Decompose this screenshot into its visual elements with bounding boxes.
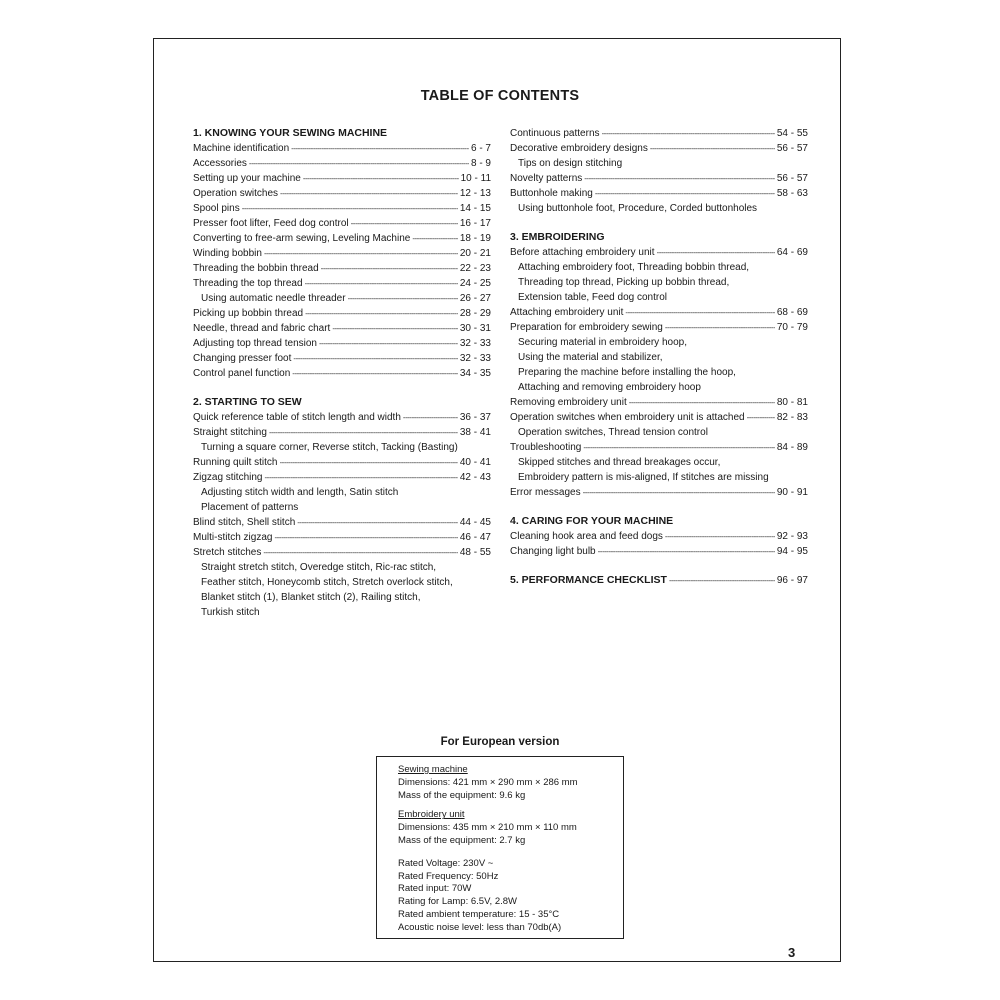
toc-right-column [510, 126, 808, 588]
toc-subtopics: Embroidery pattern is mis-aligned, If stitches are missing [518, 472, 769, 483]
toc-subtopics: Attaching and removing embroidery hoop [518, 382, 701, 393]
toc-subtopics: Turning a square corner, Reverse stitch, Tacking (Basting) [201, 442, 458, 453]
toc-subtopics: Threading top thread, Picking up bobbin thread, [518, 277, 730, 288]
toc-subtopics: Tips on design stitching [518, 158, 623, 169]
toc-subentry: Using automatic needle threader ----- 26 - 27 [193, 291, 491, 306]
toc-entry: Buttonhole making ----- 58 - 63 [510, 186, 808, 201]
section-heading-performance-checklist: 5. PERFORMANCE CHECKLIST ----- 96 - 97 [510, 573, 808, 588]
toc-entry: Changing light bulb ----- 94 - 95 [510, 544, 808, 559]
toc-subtopics: Securing material in embroidery hoop, [518, 337, 687, 348]
european-version-title: For European version [440, 736, 560, 748]
rated-voltage: Rated Voltage: 230V ~ [398, 857, 494, 869]
sewing-mass: Mass of the equipment: 9.6 kg [398, 789, 526, 801]
toc-entry: Stretch stitches ----- 48 - 55 [193, 545, 491, 560]
toc-entry: Zigzag stitching ----- 42 - 43 [193, 470, 491, 485]
toc-entry: Needle, thread and fabric chart ----- 30 - 31 [193, 321, 491, 336]
toc-entry: Troubleshooting ----- 84 - 89 [510, 440, 808, 455]
toc-entry: Presser foot lifter, Feed dog control ----- 16 - 17 [193, 216, 491, 231]
toc-entry: Attaching embroidery unit ----- 68 - 69 [510, 305, 808, 320]
section-heading-caring: 4. CARING FOR YOUR MACHINE [510, 515, 674, 527]
specifications-box [376, 756, 624, 939]
toc-entry: Continuous patterns ----- 54 - 55 [510, 126, 808, 141]
sewing-dimensions: Dimensions: 421 mm × 290 mm × 286 mm [398, 776, 578, 788]
toc-subtopics: Placement of patterns [201, 502, 299, 513]
toc-subtopics: Turkish stitch [201, 607, 260, 618]
toc-entry: Operation switches ----- 12 - 13 [193, 186, 491, 201]
toc-entry: Removing embroidery unit ----- 80 - 81 [510, 395, 808, 410]
toc-entry: Novelty patterns ----- 56 - 57 [510, 171, 808, 186]
toc-entry: Machine identification ----- 6 - 7 [193, 141, 491, 156]
sewing-machine-heading: Sewing machine [398, 764, 468, 775]
toc-subtopics: Attaching embroidery foot, Threading bobbin thread, [518, 262, 750, 273]
section-heading-knowing-machine: 1. KNOWING YOUR SEWING MACHINE [193, 127, 388, 139]
embroidery-mass: Mass of the equipment: 2.7 kg [398, 834, 526, 846]
noise-level: Acoustic noise level: less than 70db(A) [398, 921, 562, 933]
toc-entry: Spool pins ----- 14 - 15 [193, 201, 491, 216]
toc-subtopics: Preparing the machine before installing the hoop, [518, 367, 736, 378]
toc-entry: Blind stitch, Shell stitch ----- 44 - 45 [193, 515, 491, 530]
toc-subtopics: Operation switches, Thread tension control [518, 427, 708, 438]
toc-entry: Cleaning hook area and feed dogs ----- 92 - 93 [510, 529, 808, 544]
toc-entry: Picking up bobbin thread ----- 28 - 29 [193, 306, 491, 321]
toc-entry: Decorative embroidery designs ----- 56 - 57 [510, 141, 808, 156]
toc-entry: Multi-stitch zigzag ----- 46 - 47 [193, 530, 491, 545]
toc-entry: Straight stitching ----- 38 - 41 [193, 425, 491, 440]
toc-entry: Operation switches when embroidery unit is attached ----- 82 - 83 [510, 410, 808, 425]
toc-entry: Quick reference table of stitch length and width ----- 36 - 37 [193, 410, 491, 425]
toc-left-column [193, 126, 491, 620]
toc-subtopics: Using the material and stabilizer, [518, 352, 663, 363]
toc-entry: Before attaching embroidery unit ----- 64 - 69 [510, 245, 808, 260]
section-heading-starting-to-sew: 2. STARTING TO SEW [193, 396, 302, 408]
toc-subtopics: Feather stitch, Honeycomb stitch, Stretch overlock stitch, [201, 577, 453, 588]
toc-subtopics: Skipped stitches and thread breakages occur, [518, 457, 721, 468]
page-number: 3 [788, 945, 796, 960]
toc-subtopics: Adjusting stitch width and length, Satin stitch [201, 487, 399, 498]
toc-subtopics: Extension table, Feed dog control [518, 292, 667, 303]
toc-entry: Threading the bobbin thread ----- 22 - 23 [193, 261, 491, 276]
toc-entry: Winding bobbin ----- 20 - 21 [193, 246, 491, 261]
toc-entry: Running quilt stitch ----- 40 - 41 [193, 455, 491, 470]
toc-entry: Adjusting top thread tension ----- 32 - 33 [193, 336, 491, 351]
toc-entry: Converting to free-arm sewing, Leveling Machine ----- 18 - 19 [193, 231, 491, 246]
toc-entry: Error messages ----- 90 - 91 [510, 485, 808, 500]
toc-subtopics: Using buttonhole foot, Procedure, Corded buttonholes [518, 203, 758, 214]
toc-subtopics: Straight stretch stitch, Overedge stitch, Ric-rac stitch, [201, 562, 437, 573]
toc-entry: Setting up your machine ----- 10 - 11 [193, 171, 491, 186]
toc-entry: Accessories ----- 8 - 9 [193, 156, 491, 171]
section-heading-embroidering: 3. EMBROIDERING [510, 231, 605, 243]
page-title: TABLE OF CONTENTS [420, 88, 580, 104]
rated-input: Rated input: 70W [398, 883, 472, 895]
toc-entry: Control panel function ----- 34 - 35 [193, 366, 491, 381]
ambient-temperature: Rated ambient temperature: 15 - 35°C [398, 908, 560, 920]
rated-frequency: Rated Frequency: 50Hz [398, 870, 499, 882]
embroidery-unit-heading: Embroidery unit [398, 809, 465, 821]
toc-entry: Threading the top thread ----- 24 - 25 [193, 276, 491, 291]
toc-entry: Preparation for embroidery sewing ----- 70 - 79 [510, 320, 808, 335]
lamp-rating: Rating for Lamp: 6.5V, 2.8W [398, 896, 517, 908]
embroidery-dimensions: Dimensions: 435 mm × 210 mm × 110 mm [398, 822, 577, 834]
toc-entry: Changing presser foot ----- 32 - 33 [193, 351, 491, 366]
toc-subtopics: Blanket stitch (1), Blanket stitch (2), Railing stitch, [201, 592, 421, 603]
